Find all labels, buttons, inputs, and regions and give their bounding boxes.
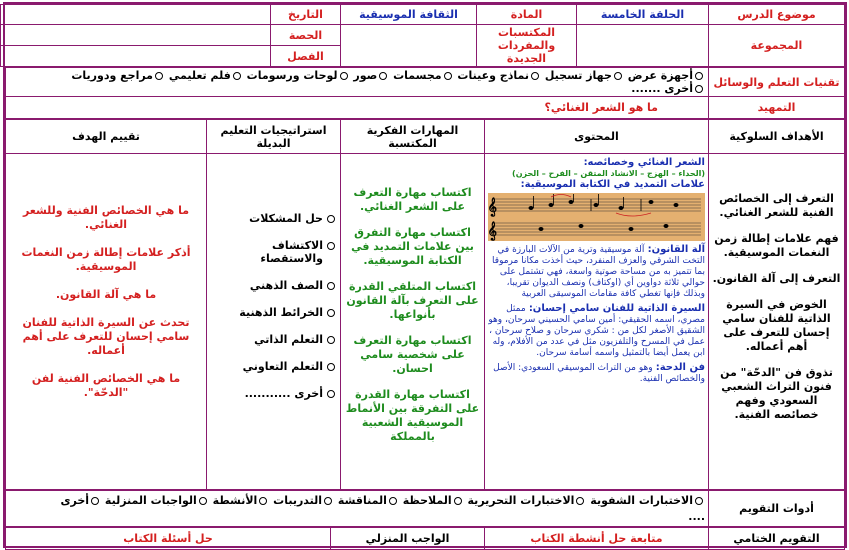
content-heading-notation: علامات التمديد في الكتابة الموسيقية: <box>520 179 705 190</box>
assessment-item[interactable]: المناقشة <box>338 494 399 507</box>
skills-cell <box>341 154 485 490</box>
goal-item: تذوق فن "الدحّة" من فنون التراث الشعبي السعودي وفهم خصائصه الفنية. <box>720 366 833 421</box>
vocab-label: المكتسبات والمفردات الجديدة <box>477 25 577 67</box>
intro-question: ما هو الشعر الغنائي؟ <box>6 97 709 119</box>
group-label: المجموعة <box>709 25 845 67</box>
music-staff-image <box>488 193 705 241</box>
strategy-item[interactable]: حل المشكلات <box>210 212 337 225</box>
tools-item[interactable]: مراجع ودوريات <box>71 69 165 82</box>
date-value[interactable] <box>1 5 271 25</box>
strategy-item[interactable]: الاكتشاف والاستقصاء <box>210 239 337 265</box>
final-assessment-label: التقويم الختامي <box>709 528 845 550</box>
assessment-item[interactable]: الأنشطة <box>213 494 270 507</box>
group-value[interactable] <box>577 25 709 67</box>
radio-circle-icon <box>327 282 335 290</box>
col-strategies-header: استراتيجيات التعليم البديلة <box>207 120 341 154</box>
radio-circle-icon <box>695 72 703 80</box>
col-skills-header: المهارات الفكرية المكتسبة <box>341 120 485 154</box>
skill-item: اكتساب مهارة التعرف على الشعر الغنائي. <box>353 186 472 213</box>
strategy-item[interactable]: التعلم التعاوني <box>210 360 337 373</box>
content-dahha: فن الدحة: وهو من التراث الموسيقي السعودي: الأصل والخصائص الفنية. <box>493 362 705 384</box>
strategy-item[interactable]: الخرائط الذهنية <box>210 306 337 319</box>
class-value[interactable] <box>1 46 271 67</box>
skill-item: اكتساب مهارة القدرة على التفرقة بين الأنماط الموسيقية الشعبية بالمملكة <box>345 388 480 443</box>
radio-circle-icon <box>695 497 703 505</box>
tools-list <box>6 68 709 97</box>
goal-item: التعرف إلى الخصائص الفنية للشعر الغنائي. <box>719 192 834 219</box>
content-cell <box>485 154 709 490</box>
radio-circle-icon <box>327 336 335 344</box>
book-answers-label: حل أسئلة الكتاب <box>6 528 331 550</box>
assessment-item[interactable]: التدريبات <box>273 494 334 507</box>
skill-item: اكتساب مهارة التعرف على شخصية سامي احسان. <box>353 334 472 375</box>
tools-item[interactable]: صور <box>353 69 389 82</box>
homework-label: الواجب المنزلي <box>331 528 485 550</box>
assessment-item[interactable]: أخرى <box>60 494 101 507</box>
strategies-cell <box>207 154 341 490</box>
tools-item[interactable]: أجهزة عرض <box>628 69 705 82</box>
radio-circle-icon <box>576 497 584 505</box>
assessment-label: أدوات التقويم <box>709 491 845 527</box>
content-qanun: آلة القانون: آلة موسيقية وترية من الآلات البارزة في التخت الشرقي والعزف المنفرد، حيث أخذت مكانا مرموقا بما تتميز به من مساحة صوتية واسعة، فهي تشتمل على حوالي ثلاثة دواوين أي (اوكتاف) ونصف الديوان تقريبا، وبذلك فإنها تغطي كافة مقامات الموسيقى العربية <box>492 244 705 299</box>
evaluation-item: ما هي الخصائص الفنية لفن "الدحّة". <box>31 372 181 399</box>
date-label: التاريخ <box>271 5 341 25</box>
assessment-item[interactable]: الواجبات المنزلية <box>105 494 209 507</box>
radio-circle-icon <box>454 497 462 505</box>
tools-item[interactable]: لوحات ورسومات <box>247 69 350 82</box>
radio-circle-icon <box>444 72 452 80</box>
goals-cell <box>709 154 845 490</box>
strategy-item[interactable]: أخرى ........... <box>210 387 337 400</box>
assessment-item[interactable]: الاختبارات الشفوية <box>590 494 705 507</box>
radio-circle-icon <box>327 215 335 223</box>
radio-circle-icon <box>259 497 267 505</box>
subject-label: المادة <box>477 5 577 25</box>
assessment-more: .... <box>688 509 705 523</box>
radio-circle-icon <box>340 72 348 80</box>
skill-item: اكتساب المتلقي القدرة على التعرف بآلة القانون بأنواعها. <box>346 280 479 321</box>
radio-circle-icon <box>327 242 335 250</box>
tools-item[interactable]: مجسمات <box>393 69 454 82</box>
lesson-table <box>5 119 845 490</box>
content-heading-poetry: الشعر الغنائي وخصائصه: <box>583 157 705 168</box>
subject-value: الثقافة الموسيقية <box>341 5 477 25</box>
col-content-header: المحتوى <box>485 120 709 154</box>
stage-value: الحلقة الخامسة <box>577 5 709 25</box>
period-value[interactable] <box>1 25 271 46</box>
assessment-table <box>5 490 845 527</box>
strategy-item[interactable]: التعلم الذاتي <box>210 333 337 346</box>
radio-circle-icon <box>379 72 387 80</box>
evaluation-item: ما هي آلة القانون. <box>55 288 157 301</box>
assessment-item[interactable]: الملاحظة <box>403 494 464 507</box>
assessment-list <box>6 491 709 527</box>
radio-circle-icon <box>327 363 335 371</box>
topic-label: موضوع الدرس <box>709 5 845 25</box>
radio-circle-icon <box>389 497 397 505</box>
header-table <box>0 4 845 67</box>
class-label: الفصل <box>271 46 341 67</box>
music-staff-icon <box>487 193 705 241</box>
col-goals-header: الأهداف السلوكية <box>709 120 845 154</box>
strategy-item[interactable]: الصف الذهني <box>210 279 337 292</box>
followup-label: متابعة حل أنشطة الكتاب <box>485 528 709 550</box>
goal-item: الخوض في السيرة الذاتية للفنان سامي إحسان للتعرف على أهم أعماله. <box>722 298 831 353</box>
tools-item[interactable]: نماذج وعينات <box>457 69 541 82</box>
goal-item: فهم علامات إطالة زمن النغمات الموسيقية. <box>714 232 839 259</box>
tools-label: تقنيات التعلم والوسائل <box>709 68 845 97</box>
goal-item: التعرف إلى آلة القانون. <box>712 272 841 285</box>
radio-circle-icon <box>614 72 622 80</box>
footer-table <box>5 527 845 550</box>
vocab-value[interactable] <box>341 25 477 67</box>
tools-item[interactable]: أخرى ....... <box>631 82 705 95</box>
skill-item: اكتساب مهارة التفرق بين علامات التمديد في الكتابة الموسيقية. <box>351 226 474 267</box>
content-bio: السيرة الذاتية للفنان سامي إحسان: ممثل مصري، اسمه الحقيقي: أمين سامي الحسيني سرحان، وهو الشقيق الأصغر لكل من : شكري سرحان و صلاح سرحان ، عمل في المسرح والتلفزيون مثل في عدد من الأفلام، وله ابن يعمل أيضا بالتمثيل واسمه أسامة سرحان. <box>488 303 705 358</box>
evaluation-item: ما هي الخصائص الفنية وللشعر الغنائي. <box>22 204 190 231</box>
radio-circle-icon <box>199 497 207 505</box>
evaluation-item: تحدث عن السيرة الذاتية للفنان سامي إحسان للتعرف على أهم أعماله. <box>22 316 190 357</box>
content-poetry-types: (الحداء – الهزج – الانشاد المتقن – الفرح – الحزن) <box>512 169 705 178</box>
radio-circle-icon <box>233 72 241 80</box>
svg-text:𝄞: 𝄞 <box>487 221 497 240</box>
tools-table <box>5 67 845 119</box>
radio-circle-icon <box>695 85 703 93</box>
tools-item[interactable]: جهاز تسجيل <box>545 69 624 82</box>
evaluation-cell <box>6 154 207 490</box>
col-evaluation-header: تقييم الهدف <box>6 120 207 154</box>
period-label: الحصة <box>271 25 341 46</box>
intro-label: التمهيد <box>709 97 845 119</box>
lesson-plan-sheet <box>3 2 847 548</box>
radio-circle-icon <box>327 309 335 317</box>
assessment-item[interactable]: الاختبارات التحريرية <box>468 494 587 507</box>
radio-circle-icon <box>531 72 539 80</box>
radio-circle-icon <box>91 497 99 505</box>
radio-circle-icon <box>327 390 335 398</box>
svg-text:𝄞: 𝄞 <box>487 197 497 216</box>
radio-circle-icon <box>324 497 332 505</box>
tools-item[interactable]: فلم تعليمي <box>169 69 243 82</box>
radio-circle-icon <box>155 72 163 80</box>
evaluation-item: أذكر علامات إطالة زمن النغمات الموسيقية. <box>21 246 191 273</box>
